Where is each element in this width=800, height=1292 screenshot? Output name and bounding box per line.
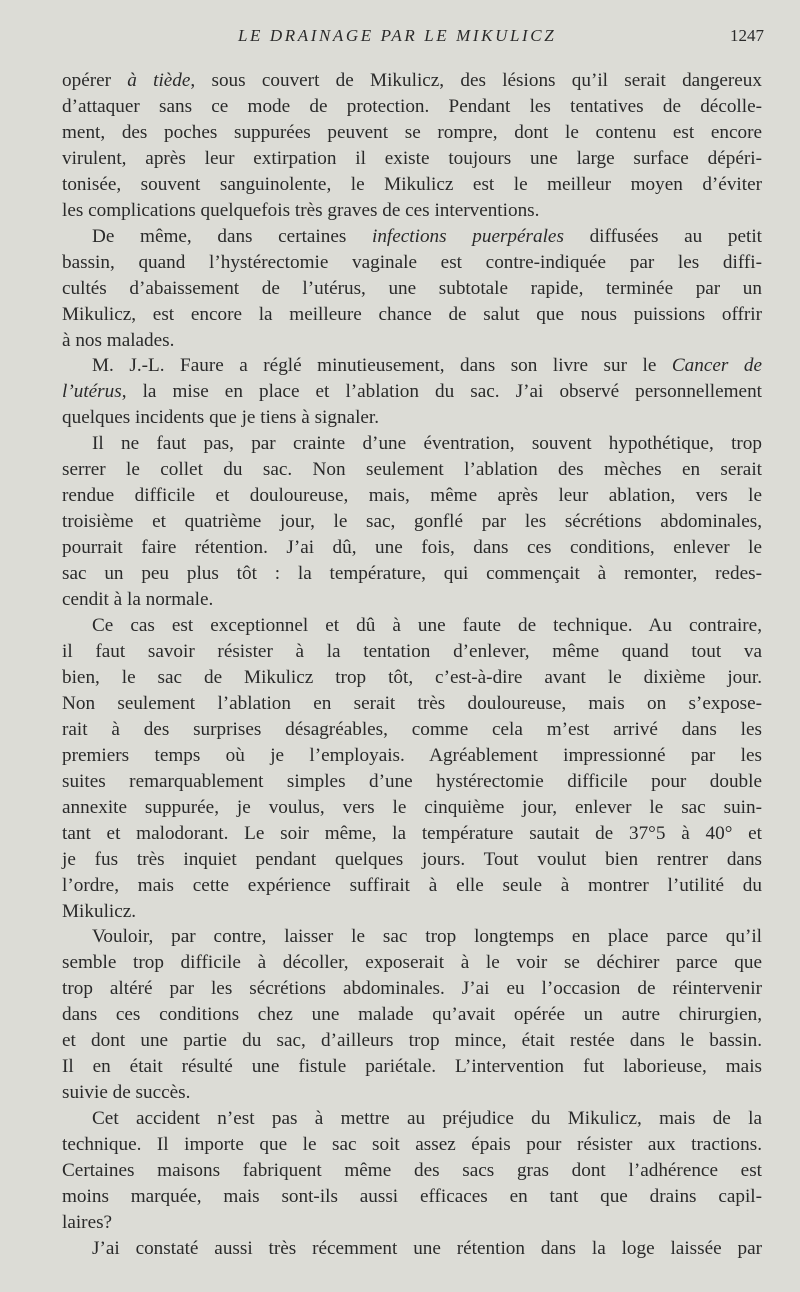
- text-line: il faut savoir résister à la tentation d’enlever, même quand tout va: [62, 640, 762, 662]
- text-line: rendue difficile et douloureuse, mais, même après leur ablation, vers le: [62, 485, 762, 507]
- text-line: Vouloir, par contre, laisser le sac trop longtemps en place parce qu’il: [92, 926, 762, 948]
- paragraph: [62, 1236, 762, 1262]
- text-line: laires?: [62, 1211, 113, 1233]
- text-line: moins marquée, mais sont-ils aussi efficaces en tant que drains capil-: [62, 1185, 762, 1207]
- text-line: trop altéré par les sécrétions abdominales. J’ai eu l’occasion de réintervenir: [62, 978, 762, 1000]
- text-line: tonisée, souvent sanguinolente, le Mikulicz est le meilleur moyen d’éviter: [62, 173, 762, 195]
- text-line: l’ordre, mais cette expérience suffirait à elle seule à montrer l’utilité du: [62, 874, 762, 896]
- text-line: Ce cas est exceptionnel et dû à une faute de technique. Au contraire,: [92, 615, 762, 637]
- italic-text: infections puerpérales: [372, 225, 564, 247]
- paragraph: [62, 1106, 762, 1236]
- text-line: les complications quelquefois très graves de ces interventions.: [62, 199, 540, 221]
- text-line: l’utérus, la mise en place et l’ablation du sac. J’ai observé personnellement: [62, 381, 762, 403]
- text-line: tant et malodorant. Le soir même, la température sautait de 37°5 à 40° et: [62, 822, 762, 844]
- text-line: technique. Il importe que le sac soit assez épais pour résister aux tractions.: [62, 1134, 762, 1156]
- italic-text: l’utérus: [62, 381, 122, 403]
- text-line: bassin, quand l’hystérectomie vaginale est contre-indiquée par les diffi-: [62, 251, 762, 273]
- italic-text: à tiède: [127, 70, 191, 91]
- text-line: De même, dans certaines infections puerpérales diffusées au petit: [92, 225, 762, 247]
- text-line: opérer à tiède, sous couvert de Mikulicz, des lésions qu’il serait dangereux: [62, 70, 762, 91]
- body-text: [62, 68, 762, 1262]
- paragraph: [62, 924, 762, 1106]
- text-line: bien, le sac de Mikulicz trop tôt, c’est-à-dire avant le dixième jour.: [62, 666, 762, 688]
- text-line: quelques incidents que je tiens à signaler.: [62, 407, 380, 429]
- paragraph: [62, 68, 762, 224]
- text-line: annexite suppurée, je voulus, vers le cinquième jour, enlever le sac suin-: [62, 796, 762, 818]
- text-line: Mikulicz.: [62, 900, 137, 922]
- text-line: à nos malades.: [62, 329, 175, 351]
- text-line: ment, des poches suppurées peuvent se rompre, dont le contenu est encore: [62, 121, 762, 143]
- running-header: [0, 26, 800, 50]
- text-line: premiers temps où je l’employais. Agréablement impressionné par les: [62, 744, 762, 766]
- paragraph: [62, 613, 762, 924]
- page-number: 1247: [730, 26, 764, 45]
- text-line: semble trop difficile à décoller, exposerait à le voir se déchirer parce que: [62, 952, 762, 974]
- text-line: sac un peu plus tôt : la température, qui commençait à remonter, redes-: [62, 563, 762, 585]
- italic-text: Cancer de: [671, 355, 762, 377]
- text-line: troisième et quatrième jour, le sac, gonflé par les sécrétions abdominales,: [62, 511, 762, 533]
- text-line: serrer le collet du sac. Non seulement l’ablation des mèches en serait: [62, 459, 762, 481]
- text-line: rait à des surprises désagréables, comme cela m’est arrivé dans les: [62, 718, 762, 740]
- paragraph: [62, 431, 762, 613]
- text-line: Il en était résulté une fistule pariétale. L’intervention fut laborieuse, mais: [62, 1056, 762, 1078]
- running-title: LE DRAINAGE PAR LE MIKULICZ: [238, 26, 557, 45]
- text-line: dans ces conditions chez une malade qu’avait opérée un autre chirurgien,: [62, 1004, 762, 1026]
- text-line: Cet accident n’est pas à mettre au préjudice du Mikulicz, mais de la: [92, 1108, 762, 1130]
- text-line: cultés d’abaissement de l’utérus, une subtotale rapide, terminée par un: [62, 277, 762, 299]
- text-line: pourrait faire rétention. J’ai dû, une fois, dans ces conditions, enlever le: [62, 537, 762, 559]
- text-line: virulent, après leur extirpation il existe toujours une large surface dépéri-: [62, 147, 762, 169]
- text-line: Mikulicz, est encore la meilleure chance de salut que nous puissions offrir: [62, 303, 762, 325]
- text-line: suivie de succès.: [62, 1082, 191, 1104]
- text-line: et dont une partie du sac, d’ailleurs trop mince, était restée dans le bassin.: [62, 1030, 762, 1052]
- text-line: Certaines maisons fabriquent même des sacs gras dont l’adhérence est: [62, 1160, 762, 1182]
- text-line: Non seulement l’ablation en serait très douloureuse, mais on s’expose-: [62, 692, 762, 714]
- text-line: Il ne faut pas, par crainte d’une éventration, souvent hypothétique, trop: [92, 433, 762, 455]
- paragraph: [62, 224, 762, 354]
- text-line: M. J.-L. Faure a réglé minutieusement, dans son livre sur le Cancer de: [92, 355, 762, 377]
- text-line: J’ai constaté aussi très récemment une rétention dans la loge laissée par: [92, 1237, 762, 1259]
- paragraph: [62, 353, 762, 431]
- text-line: d’attaquer sans ce mode de protection. Pendant les tentatives de décolle-: [62, 95, 762, 117]
- text-line: je fus très inquiet pendant quelques jours. Tout voulut bien rentrer dans: [62, 848, 762, 870]
- text-line: cendit à la normale.: [62, 589, 214, 611]
- text-line: suites remarquablement simples d’une hystérectomie difficile pour double: [62, 770, 762, 792]
